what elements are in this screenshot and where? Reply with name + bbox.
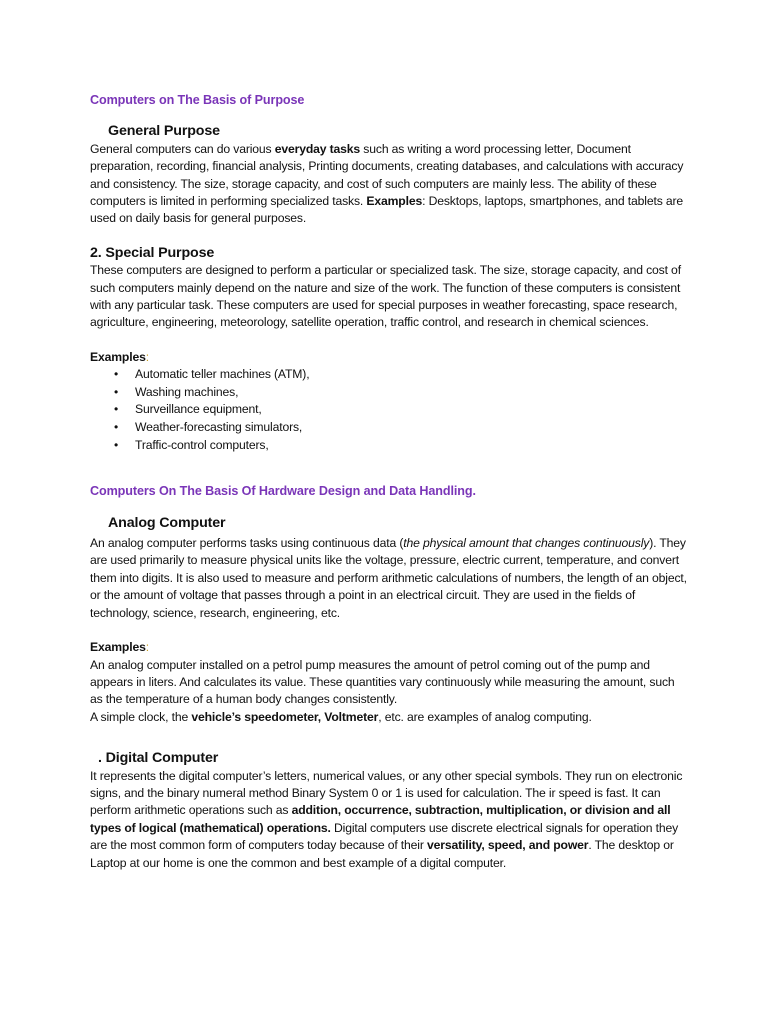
clock-text-a: A simple clock, the (90, 709, 192, 724)
special-purpose-paragraph: These computers are designed to perform a particular or specialized task. The size, storage capacity, and cost of such computers mainly depend on the nature and size of the work. The function of these computers is consistent with any particular task. These computers are used for special purposes in weather forecasting, space research, agriculture, engineering, meteorology, satellite operation, traffic control, and research in chemical sciences. (90, 263, 681, 330)
general-purpose-paragraph (90, 141, 690, 228)
section-title-hardware: Computers On The Basis Of Hardware Design and Data Handling. (90, 484, 476, 499)
analog-text-italic: the physical amount that changes continuously (403, 536, 650, 551)
analog-text-c: ). They are used primarily to measure physical units like the voltage, pressure, electric current, temperature, and convert them into digits. It is also used to measure and perform arithmetic calculations of numbers, the length of an object, or the amount of voltage that passes through a point in an electrical circuit. They are used in the fields of technology, science, research, engineering, etc. (90, 536, 687, 620)
digital-text-bold-versatility: versatility, speed, and power (427, 838, 589, 853)
general-examples-label: Examples (366, 194, 423, 209)
analog-clock-paragraph (90, 709, 690, 726)
general-text-bold-everyday: everyday tasks (274, 141, 361, 156)
clock-text-c: , etc. are examples of analog computing. (378, 709, 592, 724)
analog-examples-heading (90, 639, 690, 656)
digital-text-bold-operations: addition, occurrence, subtraction, multiplication, or division and all types of logical (mathematical) operations. (90, 803, 671, 835)
list-item: • Traffic-control computers, (90, 437, 690, 455)
heading-analog-computer: Analog Computer (108, 514, 226, 531)
general-text-e: : Desktops, laptops, smartphones, and tablets are used on daily basis for general purposes. (90, 194, 684, 226)
list-item: • Weather-forecasting simulators, (90, 419, 690, 437)
list-item: • Automatic teller machines (ATM), (90, 366, 690, 384)
analog-examples-paragraph: An analog computer installed on a petrol pump measures the amount of petrol coming out of the pump and appears in liters. And calculates its value. These quantities vary continuously while measuring the amount, such as the temperature of a human body changes consistently. (90, 657, 675, 707)
general-text-c: such as writing a word processing letter, Document preparation, recording, financial analysis, Printing documents, creating databases, and calculations with accuracy and consistency. The size, storage capacity, and cost of such computers are mainly less. The ability of these computers is limited in performing specialized tasks. (90, 141, 684, 209)
digital-paragraph (90, 768, 690, 872)
digital-text-c: Digital computers use discrete electrical signals for operation they are the most common form of computers today because of their (90, 820, 679, 853)
heading-special-purpose: 2. Special Purpose (90, 244, 215, 261)
section-title-purpose: Computers on The Basis of Purpose (90, 93, 305, 107)
analog-paragraph (90, 535, 690, 622)
analog-text-a: An analog computer performs tasks using continuous data ( (90, 536, 404, 551)
document-page (90, 92, 690, 872)
special-examples-colon: : (145, 349, 149, 364)
list-item: • Washing machines, (90, 384, 690, 402)
special-examples-label: Examples (90, 349, 146, 364)
analog-examples-colon: : (145, 640, 149, 655)
heading-general-purpose: General Purpose (108, 123, 220, 140)
list-item: • Surveillance equipment, (90, 401, 690, 419)
special-examples-heading (90, 349, 690, 366)
digital-text-e: . The desktop or Laptop at our home is one the common and best example of a digital computer. (90, 838, 674, 870)
analog-examples-label: Examples (90, 640, 146, 655)
digital-text-a: It represents the digital computer’s letters, numerical values, or any other special symbols. They run on electronic signs, and the binary numeral method Binary System 0 or 1 is used for calculation. The ir speed is fast. It can perform arithmetic operations such as (90, 768, 683, 818)
special-examples-list (90, 366, 690, 454)
heading-digital-computer: . Digital Computer (98, 750, 219, 767)
general-text-a: General computers can do various (90, 141, 275, 156)
clock-text-bold: vehicle’s speedometer, Voltmeter (191, 709, 379, 724)
